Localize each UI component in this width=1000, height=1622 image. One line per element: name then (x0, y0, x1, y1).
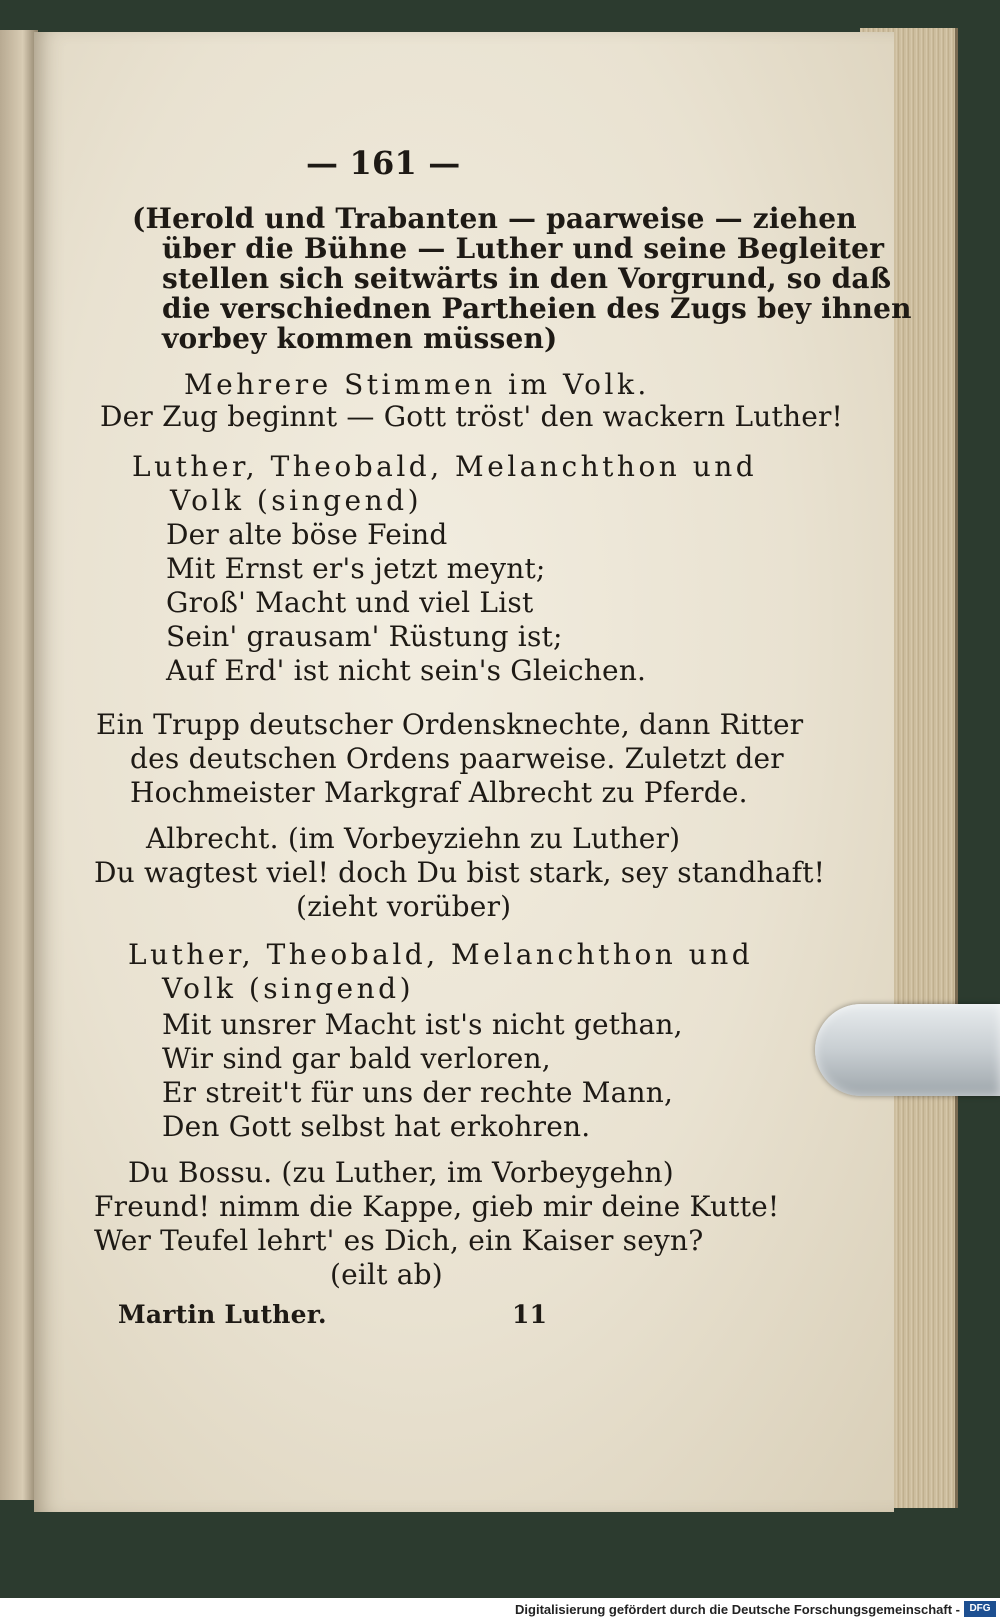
verse-line: Auf Erd' ist nicht sein's Gleichen. (166, 654, 647, 687)
verse-line: Freund! nimm die Kappe, gieb mir deine Kutte! (94, 1190, 780, 1223)
verse-line: Der alte böse Feind (166, 518, 448, 551)
verse-line: Wir sind gar bald verloren, (162, 1042, 551, 1075)
speaker-name: Mehrere Stimmen im Volk. (184, 368, 650, 401)
stage-direction-line: (zieht vorüber) (296, 890, 512, 923)
stage-direction-line: vorbey kommen müssen) (162, 322, 558, 355)
verse-line: Mit Ernst er's jetzt meynt; (166, 552, 546, 585)
speaker-name: Luther, Theobald, Melanchthon und (132, 450, 758, 483)
footer-credit: Digitalisierung gefördert durch die Deutsche Forschungsgemeinschaft - (515, 1602, 960, 1617)
stage-direction-line: die verschiednen Partheien des Zugs bey ihnen (162, 292, 912, 325)
verse-line: Er streit't für uns der rechte Mann, (162, 1076, 674, 1109)
stage-direction-line: (eilt ab) (330, 1258, 443, 1291)
stage-direction-line: Hochmeister Markgraf Albrecht zu Pferde. (130, 776, 748, 809)
page-header: — 161 — (306, 144, 461, 182)
stage-direction-line: über die Bühne — Luther und seine Begleiter (162, 232, 885, 265)
verse-line: Den Gott selbst hat erkohren. (162, 1110, 591, 1143)
signature-title: Martin Luther. (118, 1300, 327, 1329)
speaker-name: Volk (singend) (170, 484, 422, 517)
left-page-edge (0, 30, 38, 1500)
verse-line: Du wagtest viel! doch Du bist stark, sey standhaft! (94, 856, 826, 889)
stage-direction-line: stellen sich seitwärts in den Vorgrund, so daß (162, 262, 892, 295)
speaker-name: Volk (singend) (162, 972, 414, 1005)
stage-direction-line: des deutschen Ordens paarweise. Zuletzt der (130, 742, 784, 775)
verse-line: Mit unsrer Macht ist's nicht gethan, (162, 1008, 683, 1041)
verse-line: Wer Teufel lehrt' es Dich, ein Kaiser seyn? (94, 1224, 704, 1257)
bookmark-clip (815, 1004, 1000, 1096)
verse-line: Der Zug beginnt — Gott tröst' den wackern Luther! (100, 400, 843, 433)
verse-line: Groß' Macht und viel List (166, 586, 534, 619)
speaker-line: Du Bossu. (zu Luther, im Vorbeygehn) (128, 1156, 674, 1189)
dfg-logo: DFG (964, 1601, 996, 1617)
stage-direction-line: (Herold und Trabanten — paarweise — ziehen (132, 202, 857, 235)
verse-line: Sein' grausam' Rüstung ist; (166, 620, 563, 653)
speaker-line: Albrecht. (im Vorbeyziehn zu Luther) (146, 822, 681, 855)
stage-direction-line: Ein Trupp deutscher Ordensknechte, dann Ritter (96, 708, 804, 741)
book-page (34, 32, 912, 1512)
speaker-name: Luther, Theobald, Melanchthon und (128, 938, 754, 971)
signature-mark: 11 (512, 1300, 548, 1329)
